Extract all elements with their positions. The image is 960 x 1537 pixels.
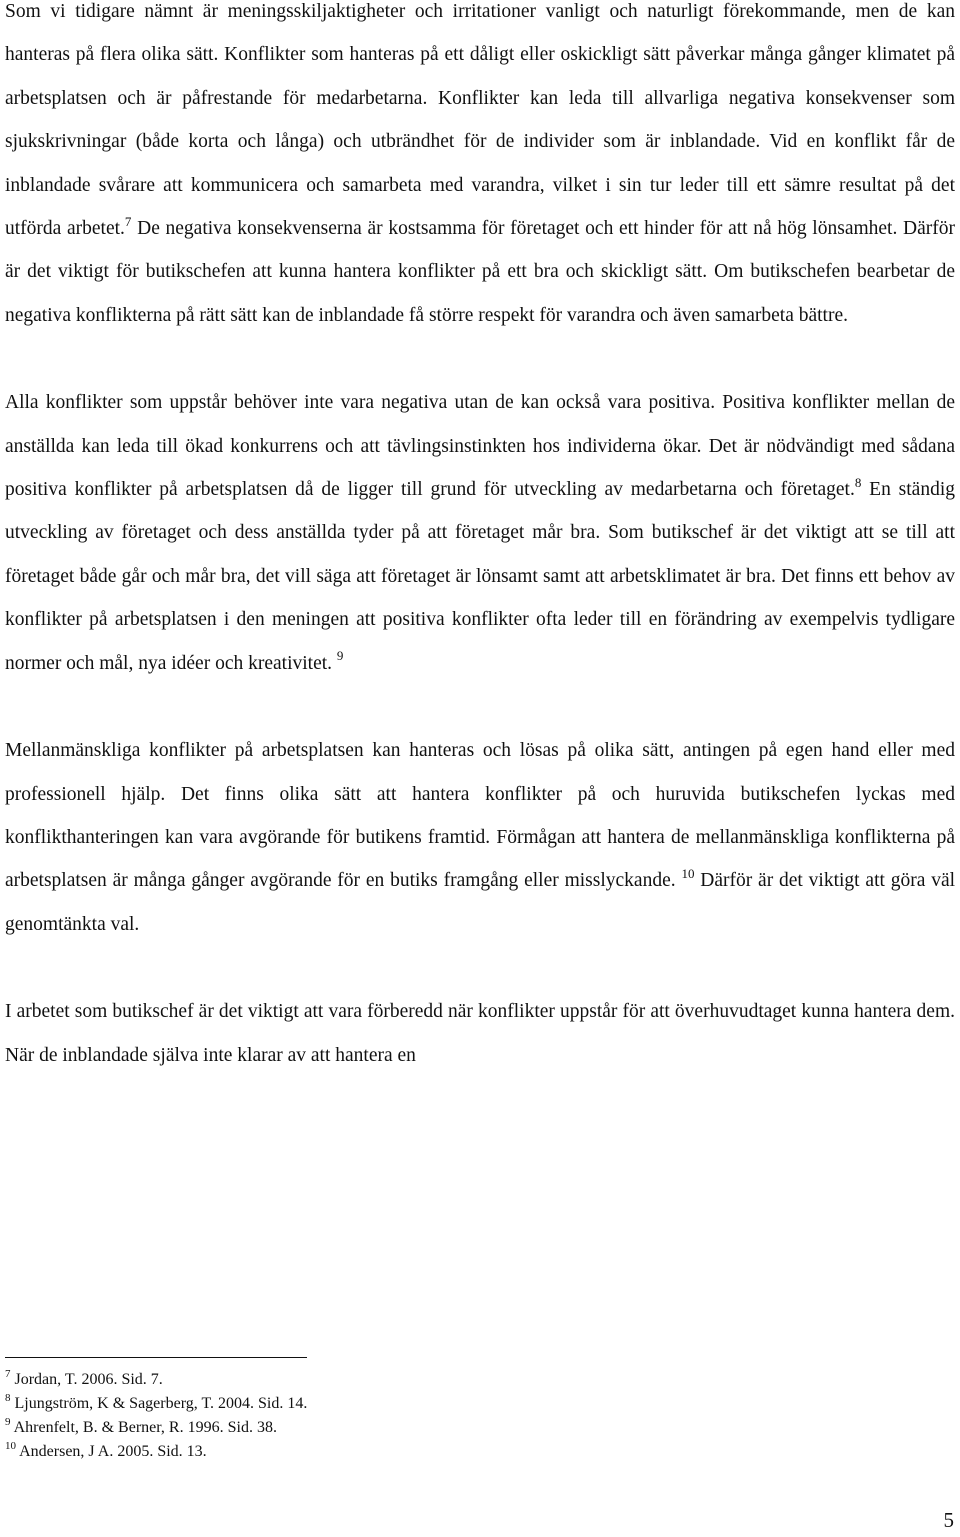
footnote-10 [5,1440,905,1464]
paragraph-text: Som vi tidigare nämnt är meningsskiljaktigheter och irritationer vanligt och naturligt förekommande, men de kan hanteras på flera olika sätt. Konflikter som hanteras på ett dåligt eller oskickligt sätt påverkar många gånger klimatet på arbetsplatsen och är påfrestande för medarbetarna. Konflikter kan leda till allvarliga negativa konsekvenser som sjukskrivningar (både korta och långa) och utbrändhet för de individer som är inblandade. Vid en konflikt får de inblandade svårare att kommunicera och samarbeta med varandra, vilket i sin tur leder till ett sämre resultat på det utförda arbetet. [5,1,955,240]
footnote-text: Andersen, J A. 2005. Sid. 13. [16,1443,207,1460]
document-page [5,0,955,1077]
footnote-number: 10 [5,1439,16,1452]
page-number: 5 [943,1508,954,1532]
footnote-text: Ljungström, K & Sagerberg, T. 2004. Sid. 14. [10,1395,308,1412]
footnote-reference: 10 [681,865,695,881]
footnote-reference: 8 [854,474,862,490]
footnote-reference: 7 [124,213,132,229]
body-paragraph-1 [5,0,955,337]
body-paragraph-3 [5,729,955,946]
footnote-8 [5,1392,905,1416]
paragraph-text: En ständig utveckling av företaget och dess anställda tyder på att företaget mår bra. Som butikschef är det viktigt att se till att företaget både går och mår bra, det vill säga att företaget är lönsamt samt att arbetsklimatet är bra. Det finns ett behov av konflikter på arbetsplatsen i den meningen att positiva konflikter ofta leder till en förändring av exempelvis tydligare normer och mål, nya idéer och kreativitet. [5,479,956,674]
footnotes [5,1368,905,1464]
paragraph-text: Alla konflikter som uppstår behöver inte vara negativa utan de kan också vara positiva. Positiva konflikter mellan de anställda kan leda till ökad konkurrens och att tävlingsinstinkten hos individerna ökar. Det är nödvändigt med sådana positiva konflikter på arbetsplatsen då de ligger till grund för utveckling av medarbetarna och företaget. [5,392,955,501]
footnote-number: 8 [5,1391,11,1404]
footnote-separator [5,1357,307,1358]
footnote-9 [5,1416,905,1440]
paragraph-text: I arbetet som butikschef är det viktigt att vara förberedd när konflikter uppstår för att överhuvudtaget kunna hantera dem. När de inblandade själva inte klarar av att hantera en [5,1001,955,1066]
paragraph-text: Mellanmänskliga konflikter på arbetsplatsen kan hanteras och lösas på olika sätt, antingen på egen hand eller med professionell hjälp. Det finns olika sätt att hantera konflikter på och huruvida butikschefen lyckas med konflikthanteringen kan vara avgörande för butikens framtid. Förmågan att hantera de mellanmänskliga konflikterna på arbetsplatsen är många gånger avgörande för en butiks framgång eller misslyckande. [5,740,955,892]
paragraph-text: Därför är det viktigt att göra väl genomtänkta val. [5,870,956,935]
footnote-reference: 9 [336,648,344,664]
footnote-number: 7 [5,1367,11,1380]
body-paragraph-4 [5,990,955,1077]
footnote-text: Ahrenfelt, B. & Berner, R. 1996. Sid. 38. [10,1419,277,1436]
paragraph-text: De negativa konsekvenserna är kostsamma för företaget och ett hinder för att nå hög lönsamhet. Därför är det viktigt för butikschefen att kunna hantera konflikter på ett bra och skickligt sätt. Om butikschefen bearbetar de negativa konflikterna på rätt sätt kan de inblandade få större respekt för varandra och även samarbeta bättre. [5,218,955,326]
footnote-number: 9 [5,1415,11,1428]
footnote-7 [5,1368,905,1392]
body-paragraph-2 [5,381,955,685]
footnote-text: Jordan, T. 2006. Sid. 7. [10,1371,163,1388]
